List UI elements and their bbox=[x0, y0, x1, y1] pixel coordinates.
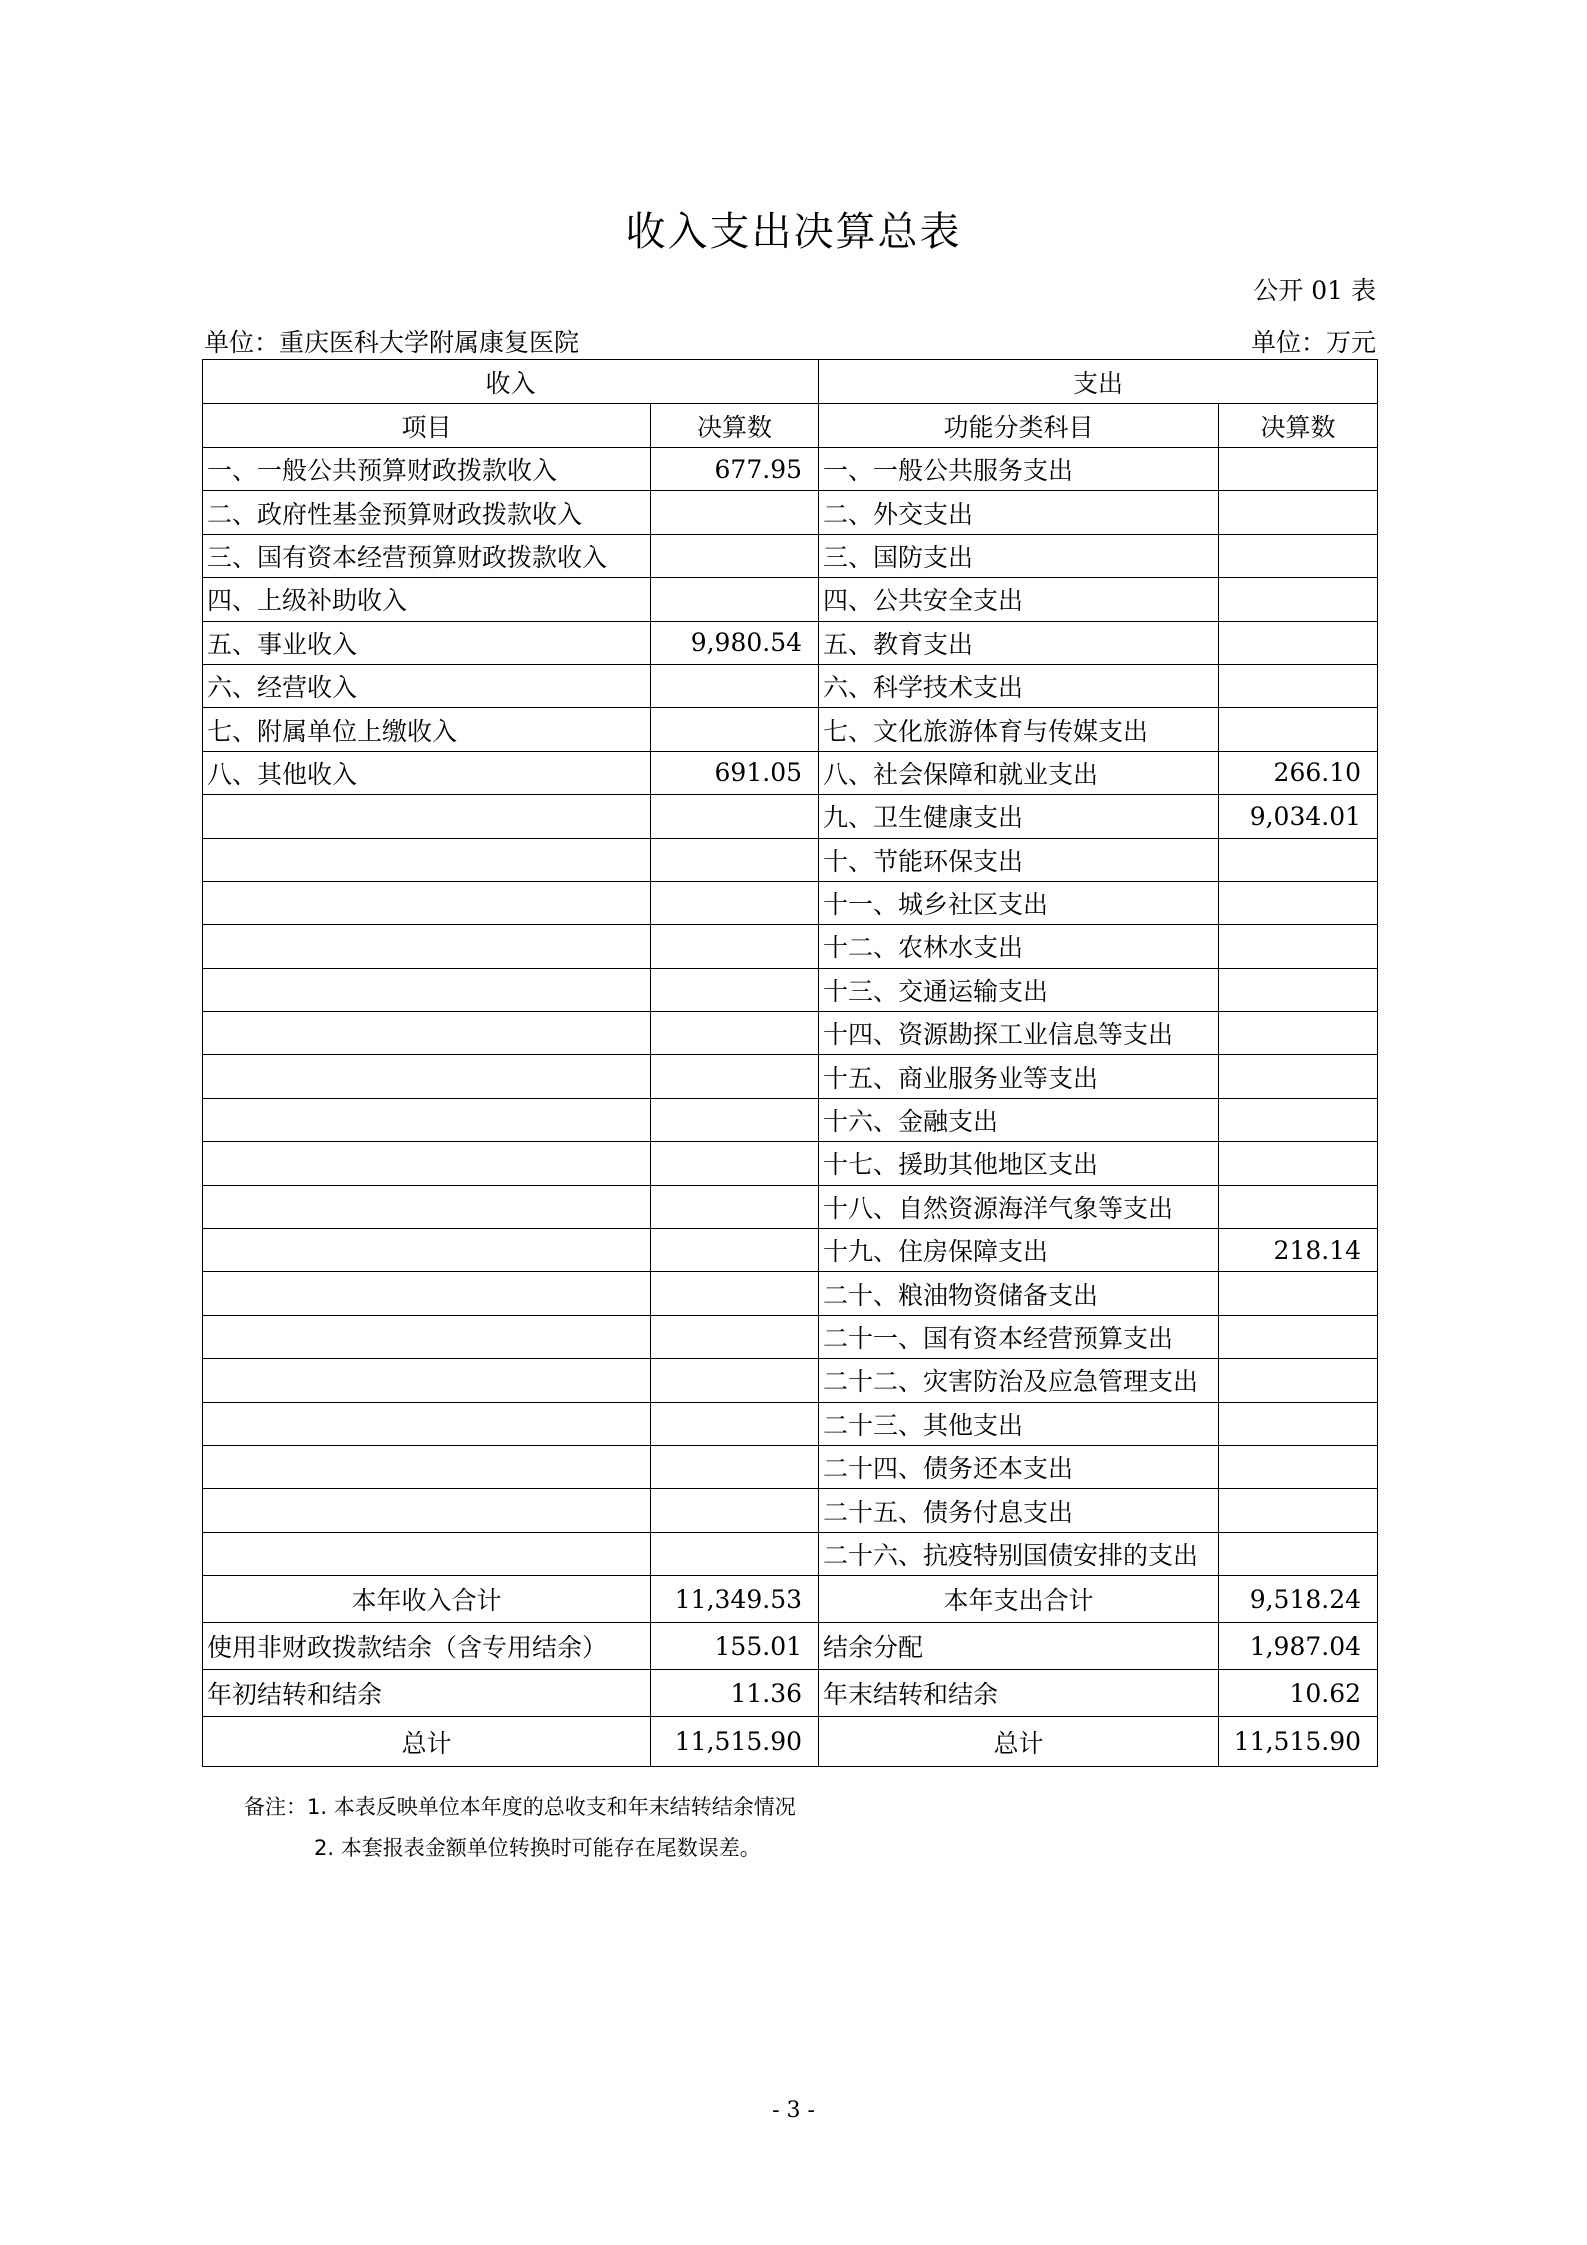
col-func-header: 功能分类科目 bbox=[819, 404, 1219, 448]
table-row bbox=[203, 621, 1378, 664]
income-item bbox=[203, 1315, 651, 1358]
opening-carryover-amount: 11.36 bbox=[651, 1670, 819, 1717]
column-header-row bbox=[203, 404, 1378, 448]
page-title: 收入支出决算总表 bbox=[625, 209, 962, 255]
group-header-row bbox=[203, 360, 1378, 404]
income-item bbox=[203, 968, 651, 1011]
income-amount bbox=[651, 534, 819, 577]
expense-amount bbox=[1219, 1532, 1378, 1575]
closing-carryover-label: 年末结转和结余 bbox=[819, 1670, 1219, 1717]
income-item bbox=[203, 1489, 651, 1532]
income-item: 一、一般公共预算财政拨款收入 bbox=[203, 448, 651, 491]
table-row bbox=[203, 795, 1378, 838]
income-amount bbox=[651, 1445, 819, 1488]
expense-amount bbox=[1219, 968, 1378, 1011]
income-item: 四、上级补助收入 bbox=[203, 578, 651, 621]
income-grand-total-amount: 11,515.90 bbox=[651, 1717, 819, 1767]
income-item bbox=[203, 795, 651, 838]
expense-item: 十五、商业服务业等支出 bbox=[819, 1055, 1219, 1098]
table-row bbox=[203, 1185, 1378, 1228]
expense-item: 二、外交支出 bbox=[819, 491, 1219, 534]
nonfiscal-row bbox=[203, 1623, 1378, 1670]
income-item bbox=[203, 1532, 651, 1575]
expense-item: 四、公共安全支出 bbox=[819, 578, 1219, 621]
income-item: 五、事业收入 bbox=[203, 621, 651, 664]
income-amount bbox=[651, 1185, 819, 1228]
income-item bbox=[203, 1142, 651, 1185]
expense-amount bbox=[1219, 1012, 1378, 1055]
surplus-distribution-label: 结余分配 bbox=[819, 1623, 1219, 1670]
expense-item: 十八、自然资源海洋气象等支出 bbox=[819, 1185, 1219, 1228]
expense-grand-total-label: 总计 bbox=[819, 1717, 1219, 1767]
expense-item: 九、卫生健康支出 bbox=[819, 795, 1219, 838]
income-item bbox=[203, 1229, 651, 1272]
expense-amount bbox=[1219, 1272, 1378, 1315]
income-amount bbox=[651, 1012, 819, 1055]
income-amount bbox=[651, 1359, 819, 1402]
income-item bbox=[203, 1185, 651, 1228]
note-line-2: 2. 本套报表金额单位转换时可能存在尾数误差。 bbox=[314, 1836, 761, 1860]
table-row bbox=[203, 1489, 1378, 1532]
closing-carryover-amount: 10.62 bbox=[1219, 1670, 1378, 1717]
expense-amount bbox=[1219, 578, 1378, 621]
expense-item: 二十四、债务还本支出 bbox=[819, 1445, 1219, 1488]
income-item bbox=[203, 1445, 651, 1488]
income-item bbox=[203, 925, 651, 968]
income-amount bbox=[651, 795, 819, 838]
income-amount bbox=[651, 664, 819, 707]
surplus-distribution-amount: 1,987.04 bbox=[1219, 1623, 1378, 1670]
income-amount bbox=[651, 1098, 819, 1141]
table-row bbox=[203, 578, 1378, 621]
expense-amount bbox=[1219, 1098, 1378, 1141]
expense-item: 十三、交通运输支出 bbox=[819, 968, 1219, 1011]
income-amount bbox=[651, 1229, 819, 1272]
income-amount bbox=[651, 925, 819, 968]
budget-summary-table bbox=[202, 359, 1378, 1767]
table-row bbox=[203, 751, 1378, 794]
table-row bbox=[203, 1012, 1378, 1055]
expense-amount bbox=[1219, 1142, 1378, 1185]
expense-amount bbox=[1219, 1489, 1378, 1532]
income-grand-total-label: 总计 bbox=[203, 1717, 651, 1767]
income-item: 八、其他收入 bbox=[203, 751, 651, 794]
notes bbox=[244, 1787, 796, 1869]
carryover-row bbox=[203, 1670, 1378, 1717]
income-item bbox=[203, 881, 651, 924]
expense-total-label: 本年支出合计 bbox=[819, 1576, 1219, 1623]
expense-item: 二十五、债务付息支出 bbox=[819, 1489, 1219, 1532]
income-amount: 677.95 bbox=[651, 448, 819, 491]
income-item bbox=[203, 1359, 651, 1402]
expense-grand-total-amount: 11,515.90 bbox=[1219, 1717, 1378, 1767]
page-number: - 3 - bbox=[772, 2098, 815, 2123]
income-amount bbox=[651, 1142, 819, 1185]
table-row bbox=[203, 708, 1378, 751]
table-row bbox=[203, 534, 1378, 577]
expense-item: 二十六、抗疫特别国债安排的支出 bbox=[819, 1532, 1219, 1575]
expense-item: 二十三、其他支出 bbox=[819, 1402, 1219, 1445]
col-amount-header: 决算数 bbox=[651, 404, 819, 448]
income-amount bbox=[651, 1315, 819, 1358]
expense-amount bbox=[1219, 1315, 1378, 1358]
income-item bbox=[203, 1402, 651, 1445]
opening-carryover-label: 年初结转和结余 bbox=[203, 1670, 651, 1717]
expense-amount bbox=[1219, 1055, 1378, 1098]
expense-amount bbox=[1219, 925, 1378, 968]
expense-amount bbox=[1219, 621, 1378, 664]
table-row bbox=[203, 1098, 1378, 1141]
expense-group-header: 支出 bbox=[819, 360, 1378, 404]
income-item bbox=[203, 1098, 651, 1141]
expense-amount bbox=[1219, 491, 1378, 534]
expense-amount bbox=[1219, 1185, 1378, 1228]
income-item bbox=[203, 1055, 651, 1098]
table-row bbox=[203, 1402, 1378, 1445]
expense-item: 十一、城乡社区支出 bbox=[819, 881, 1219, 924]
table-row bbox=[203, 1315, 1378, 1358]
expense-item: 十二、农林水支出 bbox=[819, 925, 1219, 968]
income-item bbox=[203, 1012, 651, 1055]
expense-item: 二十一、国有资本经营预算支出 bbox=[819, 1315, 1219, 1358]
grand-total-row bbox=[203, 1717, 1378, 1767]
expense-item: 六、科学技术支出 bbox=[819, 664, 1219, 707]
table-row bbox=[203, 838, 1378, 881]
income-amount: 691.05 bbox=[651, 751, 819, 794]
expense-item: 十六、金融支出 bbox=[819, 1098, 1219, 1141]
money-unit: 单位：万元 bbox=[1250, 328, 1376, 357]
table-row bbox=[203, 1142, 1378, 1185]
income-amount bbox=[651, 1489, 819, 1532]
col-amount2-header: 决算数 bbox=[1219, 404, 1378, 448]
expense-amount bbox=[1219, 534, 1378, 577]
expense-total-amount: 9,518.24 bbox=[1219, 1576, 1378, 1623]
income-amount bbox=[651, 1055, 819, 1098]
income-item: 三、国有资本经营预算财政拨款收入 bbox=[203, 534, 651, 577]
expense-amount: 266.10 bbox=[1219, 751, 1378, 794]
expense-item: 十九、住房保障支出 bbox=[819, 1229, 1219, 1272]
expense-item: 八、社会保障和就业支出 bbox=[819, 751, 1219, 794]
income-group-header: 收入 bbox=[203, 360, 819, 404]
table-row bbox=[203, 1055, 1378, 1098]
table-row bbox=[203, 664, 1378, 707]
income-total-amount: 11,349.53 bbox=[651, 1576, 819, 1623]
income-item: 二、政府性基金预算财政拨款收入 bbox=[203, 491, 651, 534]
income-amount bbox=[651, 708, 819, 751]
expense-amount bbox=[1219, 708, 1378, 751]
expense-amount bbox=[1219, 838, 1378, 881]
table-row bbox=[203, 968, 1378, 1011]
expense-amount bbox=[1219, 1359, 1378, 1402]
table-row bbox=[203, 925, 1378, 968]
expense-item: 二十二、灾害防治及应急管理支出 bbox=[819, 1359, 1219, 1402]
table-row bbox=[203, 881, 1378, 924]
income-amount bbox=[651, 578, 819, 621]
income-item bbox=[203, 1272, 651, 1315]
expense-amount bbox=[1219, 448, 1378, 491]
income-amount bbox=[651, 1402, 819, 1445]
income-amount bbox=[651, 838, 819, 881]
income-amount bbox=[651, 968, 819, 1011]
table-row bbox=[203, 1272, 1378, 1315]
expense-amount bbox=[1219, 1445, 1378, 1488]
income-item: 七、附属单位上缴收入 bbox=[203, 708, 651, 751]
income-item bbox=[203, 838, 651, 881]
nonfiscal-amount: 155.01 bbox=[651, 1623, 819, 1670]
expense-item: 五、教育支出 bbox=[819, 621, 1219, 664]
expense-item: 十四、资源勘探工业信息等支出 bbox=[819, 1012, 1219, 1055]
form-number: 公开 01 表 bbox=[1253, 276, 1376, 305]
table-row bbox=[203, 448, 1378, 491]
expense-item: 二十、粮油物资储备支出 bbox=[819, 1272, 1219, 1315]
table-row bbox=[203, 1445, 1378, 1488]
year-total-row bbox=[203, 1576, 1378, 1623]
note-line-1: 备注：1. 本表反映单位本年度的总收支和年末结转结余情况 bbox=[244, 1795, 796, 1819]
income-amount bbox=[651, 881, 819, 924]
income-amount bbox=[651, 1272, 819, 1315]
income-item: 六、经营收入 bbox=[203, 664, 651, 707]
table-row bbox=[203, 1359, 1378, 1402]
expense-item: 十七、援助其他地区支出 bbox=[819, 1142, 1219, 1185]
income-amount bbox=[651, 491, 819, 534]
income-amount: 9,980.54 bbox=[651, 621, 819, 664]
col-item-header: 项目 bbox=[203, 404, 651, 448]
expense-amount bbox=[1219, 664, 1378, 707]
income-total-label: 本年收入合计 bbox=[203, 1576, 651, 1623]
table-row bbox=[203, 1532, 1378, 1575]
income-amount bbox=[651, 1532, 819, 1575]
expense-item: 三、国防支出 bbox=[819, 534, 1219, 577]
expense-item: 一、一般公共服务支出 bbox=[819, 448, 1219, 491]
expense-item: 七、文化旅游体育与传媒支出 bbox=[819, 708, 1219, 751]
table-row bbox=[203, 491, 1378, 534]
expense-amount: 218.14 bbox=[1219, 1229, 1378, 1272]
nonfiscal-label: 使用非财政拨款结余（含专用结余） bbox=[203, 1623, 651, 1670]
expense-item: 十、节能环保支出 bbox=[819, 838, 1219, 881]
expense-amount bbox=[1219, 1402, 1378, 1445]
expense-amount bbox=[1219, 881, 1378, 924]
table-row bbox=[203, 1229, 1378, 1272]
reporting-unit: 单位：重庆医科大学附属康复医院 bbox=[204, 328, 580, 357]
expense-amount: 9,034.01 bbox=[1219, 795, 1378, 838]
